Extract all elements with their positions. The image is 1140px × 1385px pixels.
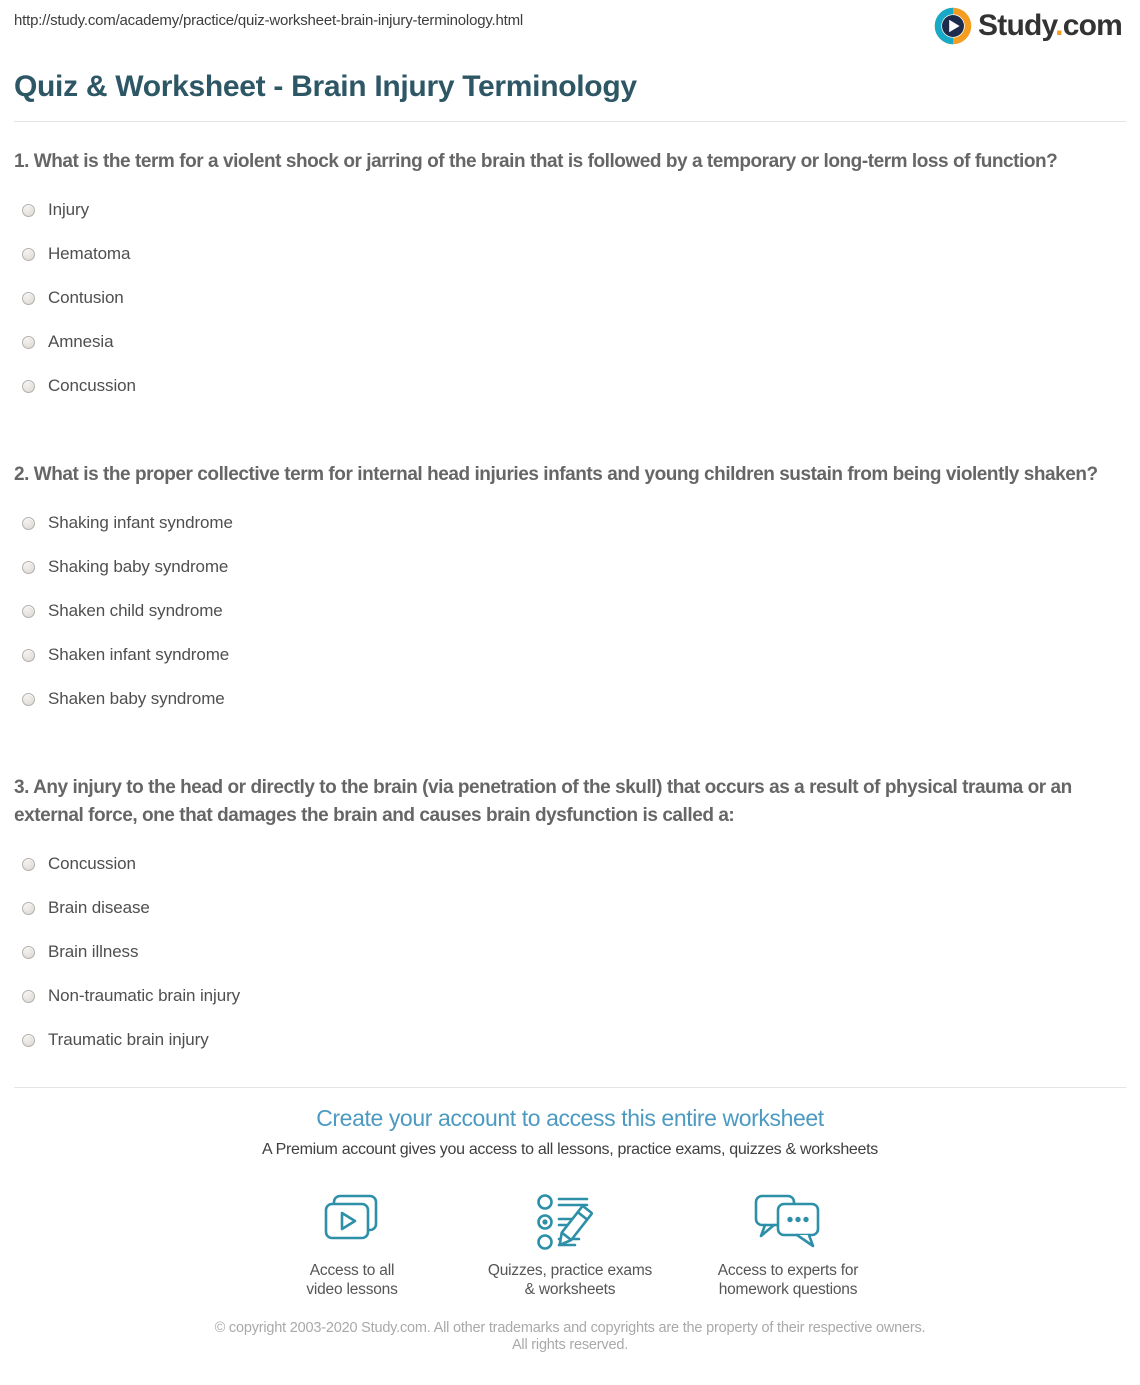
quizzes-worksheets-icon — [534, 1193, 606, 1255]
option-row[interactable] — [14, 677, 1126, 721]
radio-button[interactable] — [22, 649, 35, 662]
option-label: Injury — [48, 200, 89, 219]
options-list — [14, 188, 1126, 408]
feature-quizzes-worksheets — [461, 1193, 679, 1299]
radio-button[interactable] — [22, 204, 35, 217]
option-row[interactable] — [14, 842, 1126, 886]
option-label: Concussion — [48, 376, 136, 395]
feature-expert-help — [679, 1193, 897, 1299]
option-row[interactable] — [14, 633, 1126, 677]
option-row[interactable] — [14, 930, 1126, 974]
option-label: Shaking baby syndrome — [48, 557, 229, 576]
study-logo-icon — [934, 7, 972, 45]
option-label: Brain illness — [48, 942, 139, 961]
question-text: 1. What is the term for a violent shock or jarring of the brain that is followed by a temporary or long-term loss of function? — [14, 151, 1058, 172]
cta-heading[interactable]: Create your account to access this entire worksheet — [316, 1105, 824, 1131]
option-row[interactable] — [14, 276, 1126, 320]
cta-section — [0, 1105, 1140, 1299]
option-label: Shaken child syndrome — [48, 601, 223, 620]
option-row[interactable] — [14, 1018, 1126, 1062]
question-block-1 — [14, 148, 1126, 408]
option-label: Shaken baby syndrome — [48, 689, 225, 708]
option-row[interactable] — [14, 364, 1126, 408]
page-url: http://study.com/academy/practice/quiz-worksheet-brain-injury-terminology.html — [14, 12, 524, 29]
page-title: Quiz & Worksheet - Brain Injury Terminology — [14, 70, 637, 103]
option-label: Shaking infant syndrome — [48, 513, 233, 532]
radio-button[interactable] — [22, 693, 35, 706]
option-row[interactable] — [14, 545, 1126, 589]
option-label: Shaken infant syndrome — [48, 645, 230, 664]
question-text: 3. Any injury to the head or directly to the brain (via penetration of the skull) that occurs as a result of physical trauma or an external force, one that damages the brain and causes brain dysfunction is called a: — [14, 777, 1072, 826]
radio-button[interactable] — [22, 990, 35, 1003]
question-text: 2. What is the proper collective term for internal head injuries infants and young children sustain from being violently shaken? — [14, 464, 1098, 485]
top-bar — [0, 0, 1140, 52]
option-row[interactable] — [14, 589, 1126, 633]
option-label: Non-traumatic brain injury — [48, 986, 241, 1005]
option-label: Contusion — [48, 288, 124, 307]
feature-label: Quizzes, practice exams & worksheets — [487, 1262, 653, 1298]
option-label: Brain disease — [48, 898, 150, 917]
option-row[interactable] — [14, 232, 1126, 276]
radio-button[interactable] — [22, 946, 35, 959]
option-label: Hematoma — [48, 244, 131, 263]
radio-button[interactable] — [22, 605, 35, 618]
radio-button[interactable] — [22, 292, 35, 305]
feature-label: Access to all video lessons — [306, 1262, 398, 1298]
options-list — [14, 501, 1126, 721]
option-row[interactable] — [14, 320, 1126, 364]
radio-button[interactable] — [22, 1034, 35, 1047]
feature-label: Access to experts for homework questions — [717, 1262, 859, 1298]
title-divider — [14, 121, 1126, 122]
cta-subheading: A Premium account gives you access to all lessons, practice exams, quizzes & worksheets — [262, 1141, 878, 1158]
radio-button[interactable] — [22, 248, 35, 261]
radio-button[interactable] — [22, 858, 35, 871]
copyright-text: © copyright 2003-2020 Study.com. All other trademarks and copyrights are the property of their respective owners. All rights reserved. — [214, 1320, 926, 1353]
question-block-3 — [14, 774, 1126, 1062]
experts-chat-icon — [752, 1193, 824, 1255]
study-logo-text: Study.com — [978, 9, 1122, 42]
question-block-2 — [14, 461, 1126, 721]
radio-button[interactable] — [22, 380, 35, 393]
radio-button[interactable] — [22, 561, 35, 574]
feature-video-lessons — [243, 1193, 461, 1299]
option-label: Amnesia — [48, 332, 114, 351]
features-row — [0, 1193, 1140, 1299]
options-list — [14, 842, 1126, 1062]
option-row[interactable] — [14, 501, 1126, 545]
study-logo[interactable] — [934, 7, 1122, 45]
video-lessons-icon — [322, 1193, 382, 1255]
option-row[interactable] — [14, 974, 1126, 1018]
radio-button[interactable] — [22, 902, 35, 915]
section-divider — [14, 1087, 1126, 1088]
option-row[interactable] — [14, 886, 1126, 930]
option-label: Concussion — [48, 854, 136, 873]
radio-button[interactable] — [22, 336, 35, 349]
option-row[interactable] — [14, 188, 1126, 232]
radio-button[interactable] — [22, 517, 35, 530]
option-label: Traumatic brain injury — [48, 1030, 209, 1049]
